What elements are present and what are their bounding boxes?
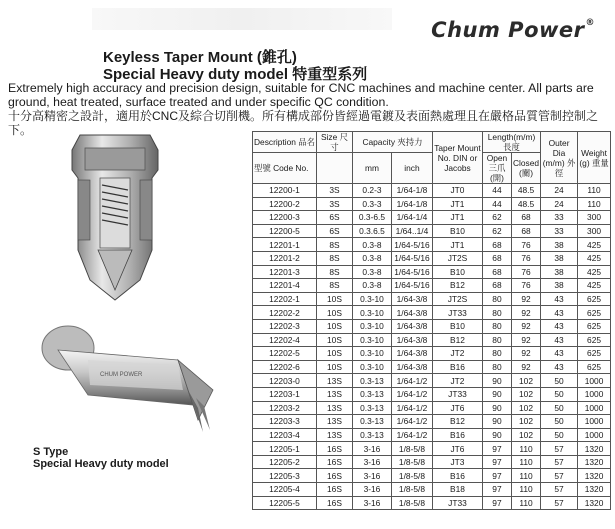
table-row <box>253 333 611 347</box>
cell-length-open: 90 <box>482 428 511 442</box>
cell-length-open: 97 <box>482 469 511 483</box>
cell-weight: 1000 <box>578 374 611 388</box>
cell-capacity-inch: 1/64-3/8 <box>391 319 432 333</box>
cell-code-no: 12202-2 <box>253 306 317 320</box>
cell-weight: 625 <box>578 292 611 306</box>
cell-length-open: 62 <box>482 224 511 238</box>
cell-capacity-mm: 3-16 <box>352 442 391 456</box>
cell-size: 10S <box>316 292 352 306</box>
table-row <box>253 211 611 225</box>
cell-length-closed: 92 <box>511 347 540 361</box>
cell-outer-dia: 50 <box>541 387 578 401</box>
cell-weight: 625 <box>578 333 611 347</box>
header-code-no: 型號 Code No. <box>253 153 317 184</box>
cell-taper-mount: B10 <box>432 319 482 333</box>
cell-taper-mount: JT33 <box>432 496 482 510</box>
table-row <box>253 415 611 429</box>
cell-capacity-inch: 1/8-5/8 <box>391 469 432 483</box>
cell-length-open: 80 <box>482 333 511 347</box>
table-row <box>253 455 611 469</box>
cell-size: 16S <box>316 469 352 483</box>
cell-capacity-inch: 1/64-5/16 <box>391 279 432 293</box>
cell-taper-mount: JT1 <box>432 197 482 211</box>
cell-capacity-mm: 0.3-8 <box>352 265 391 279</box>
cell-capacity-inch: 1/64-3/8 <box>391 292 432 306</box>
cell-code-no: 12202-5 <box>253 347 317 361</box>
header-description: Description 品名 <box>253 132 317 153</box>
cell-outer-dia: 57 <box>541 496 578 510</box>
cell-capacity-mm: 0.3-6.5 <box>352 211 391 225</box>
cell-capacity-inch: 1/64..1/4 <box>391 224 432 238</box>
cell-capacity-inch: 1/64-1/2 <box>391 415 432 429</box>
cell-length-open: 90 <box>482 401 511 415</box>
cell-weight: 425 <box>578 251 611 265</box>
cell-length-open: 80 <box>482 347 511 361</box>
cell-capacity-mm: 0.3-8 <box>352 238 391 252</box>
cell-outer-dia: 50 <box>541 374 578 388</box>
cell-capacity-inch: 1/8-5/8 <box>391 455 432 469</box>
cell-taper-mount: B12 <box>432 333 482 347</box>
cell-taper-mount: JT1 <box>432 238 482 252</box>
cell-length-closed: 92 <box>511 292 540 306</box>
cell-outer-dia: 50 <box>541 401 578 415</box>
svg-text:CHUM POWER: CHUM POWER <box>100 372 143 378</box>
cell-size: 3S <box>316 184 352 198</box>
cell-length-closed: 102 <box>511 374 540 388</box>
cell-length-closed: 92 <box>511 306 540 320</box>
cell-weight: 625 <box>578 347 611 361</box>
cell-outer-dia: 57 <box>541 442 578 456</box>
cell-length-open: 97 <box>482 483 511 497</box>
cell-taper-mount: B18 <box>432 483 482 497</box>
cell-weight: 300 <box>578 211 611 225</box>
cell-capacity-mm: 0.3-13 <box>352 428 391 442</box>
cell-size: 10S <box>316 360 352 374</box>
cell-length-closed: 92 <box>511 360 540 374</box>
cell-outer-dia: 50 <box>541 415 578 429</box>
brand-logo: Chum Power® <box>431 18 595 42</box>
header-size-spacer <box>316 153 352 184</box>
cell-code-no: 12202-1 <box>253 292 317 306</box>
description-chinese: 十分高精密之設計，適用於CNC及綜合切削機。所有構成部份皆經過電鍍及表面熱處理且在嚴格品質管制控制之下。 <box>8 109 599 137</box>
cell-capacity-inch: 1/64-1/8 <box>391 184 432 198</box>
cell-outer-dia: 43 <box>541 333 578 347</box>
cell-size: 16S <box>316 483 352 497</box>
cell-taper-mount: B10 <box>432 265 482 279</box>
cell-code-no: 12202-3 <box>253 319 317 333</box>
chuck-photo-image <box>28 320 228 445</box>
table-row <box>253 360 611 374</box>
cell-length-open: 68 <box>482 279 511 293</box>
cell-length-open: 97 <box>482 455 511 469</box>
cell-length-open: 90 <box>482 415 511 429</box>
cell-taper-mount: JT2 <box>432 374 482 388</box>
cell-outer-dia: 43 <box>541 360 578 374</box>
table-row <box>253 184 611 198</box>
table-row <box>253 483 611 497</box>
cell-code-no: 12203-1 <box>253 387 317 401</box>
header-taper-mount: Taper Mount No. DIN or Jacobs <box>432 132 482 184</box>
cell-taper-mount: JT6 <box>432 401 482 415</box>
cell-code-no: 12202-4 <box>253 333 317 347</box>
cell-length-closed: 110 <box>511 455 540 469</box>
cell-length-open: 44 <box>482 184 511 198</box>
cell-code-no: 12201-2 <box>253 251 317 265</box>
cell-code-no: 12202-6 <box>253 360 317 374</box>
product-subtitle: Special Heavy duty model 特重型系列 <box>103 66 368 83</box>
table-row <box>253 224 611 238</box>
cell-size: 10S <box>316 333 352 347</box>
table-row <box>253 428 611 442</box>
cell-capacity-mm: 0.3-13 <box>352 387 391 401</box>
cell-taper-mount: JT2S <box>432 251 482 265</box>
cell-weight: 425 <box>578 279 611 293</box>
cell-size: 13S <box>316 415 352 429</box>
cell-length-closed: 76 <box>511 279 540 293</box>
cell-taper-mount: B10 <box>432 224 482 238</box>
cell-taper-mount: B16 <box>432 469 482 483</box>
cell-capacity-inch: 1/64-1/2 <box>391 401 432 415</box>
cell-code-no: 12205-5 <box>253 496 317 510</box>
cell-capacity-inch: 1/64-1/2 <box>391 387 432 401</box>
table-row <box>253 238 611 252</box>
cell-size: 6S <box>316 211 352 225</box>
cell-capacity-mm: 0.3-10 <box>352 306 391 320</box>
table-row <box>253 374 611 388</box>
cell-size: 13S <box>316 374 352 388</box>
cell-size: 8S <box>316 238 352 252</box>
cell-capacity-inch: 1/64-5/16 <box>391 238 432 252</box>
cell-weight: 625 <box>578 360 611 374</box>
cell-length-closed: 110 <box>511 442 540 456</box>
header-closed: Closed (關) <box>511 153 540 184</box>
cell-length-open: 97 <box>482 442 511 456</box>
cell-capacity-inch: 1/64-3/8 <box>391 306 432 320</box>
header-outer-dia: Outer Dia (m/m) 外徑 <box>541 132 578 184</box>
cell-length-open: 68 <box>482 265 511 279</box>
cell-outer-dia: 24 <box>541 184 578 198</box>
cell-code-no: 12201-1 <box>253 238 317 252</box>
cell-capacity-inch: 1/64-1/4 <box>391 211 432 225</box>
cell-size: 6S <box>316 224 352 238</box>
table-row <box>253 292 611 306</box>
cell-taper-mount: JT33 <box>432 306 482 320</box>
cell-outer-dia: 38 <box>541 238 578 252</box>
cell-length-closed: 102 <box>511 415 540 429</box>
cell-capacity-mm: 0.3-10 <box>352 319 391 333</box>
cell-length-open: 80 <box>482 306 511 320</box>
cell-outer-dia: 38 <box>541 279 578 293</box>
cell-weight: 110 <box>578 184 611 198</box>
cell-size: 10S <box>316 319 352 333</box>
cell-length-open: 68 <box>482 238 511 252</box>
cell-length-open: 80 <box>482 360 511 374</box>
cell-length-open: 90 <box>482 387 511 401</box>
cell-code-no: 12201-4 <box>253 279 317 293</box>
cell-capacity-inch: 1/64-5/16 <box>391 251 432 265</box>
cell-capacity-inch: 1/64-1/2 <box>391 374 432 388</box>
cell-length-closed: 92 <box>511 319 540 333</box>
header-inch: inch <box>391 153 432 184</box>
cell-code-no: 12200-1 <box>253 184 317 198</box>
cell-capacity-mm: 0.3-10 <box>352 347 391 361</box>
cell-capacity-mm: 3-16 <box>352 455 391 469</box>
cell-capacity-mm: 0.2-3 <box>352 184 391 198</box>
cell-code-no: 12203-0 <box>253 374 317 388</box>
cell-length-closed: 92 <box>511 333 540 347</box>
image-caption-model: Special Heavy duty model <box>33 458 169 470</box>
cell-length-open: 97 <box>482 496 511 510</box>
cell-capacity-inch: 1/8-5/8 <box>391 442 432 456</box>
cell-length-closed: 102 <box>511 387 540 401</box>
specification-table <box>252 131 611 510</box>
header-mm: mm <box>352 153 391 184</box>
cell-length-open: 62 <box>482 211 511 225</box>
cell-taper-mount: B16 <box>432 428 482 442</box>
cell-weight: 1320 <box>578 455 611 469</box>
cell-size: 10S <box>316 306 352 320</box>
cell-capacity-inch: 1/64-5/16 <box>391 265 432 279</box>
cell-outer-dia: 43 <box>541 306 578 320</box>
cell-size: 16S <box>316 442 352 456</box>
cell-capacity-mm: 3-16 <box>352 483 391 497</box>
cell-capacity-inch: 1/64-3/8 <box>391 347 432 361</box>
table-row <box>253 469 611 483</box>
cell-capacity-inch: 1/64-3/8 <box>391 360 432 374</box>
cell-code-no: 12203-2 <box>253 401 317 415</box>
cell-size: 16S <box>316 496 352 510</box>
cell-length-closed: 48.5 <box>511 197 540 211</box>
cell-weight: 625 <box>578 306 611 320</box>
cell-size: 16S <box>316 455 352 469</box>
product-title: Keyless Taper Mount (錐孔) <box>103 49 297 66</box>
cell-capacity-mm: 0.3-10 <box>352 333 391 347</box>
cell-capacity-inch: 1/8-5/8 <box>391 483 432 497</box>
image-caption-type: S Type <box>33 446 69 458</box>
cell-capacity-mm: 3-16 <box>352 469 391 483</box>
cell-capacity-mm: 0.3.6.5 <box>352 224 391 238</box>
cell-outer-dia: 43 <box>541 292 578 306</box>
cell-taper-mount: B16 <box>432 360 482 374</box>
cell-length-closed: 48.5 <box>511 184 540 198</box>
header-open: Open 三爪(開) <box>482 153 511 184</box>
cell-length-open: 68 <box>482 251 511 265</box>
cell-capacity-mm: 0.3-10 <box>352 292 391 306</box>
cell-length-open: 80 <box>482 292 511 306</box>
table-row <box>253 319 611 333</box>
cell-capacity-mm: 0.3-3 <box>352 197 391 211</box>
cell-length-open: 90 <box>482 374 511 388</box>
cell-capacity-mm: 0.3-13 <box>352 374 391 388</box>
header-weight: Weight (g) 重量 <box>578 132 611 184</box>
cell-capacity-mm: 0.3-10 <box>352 360 391 374</box>
table-row <box>253 306 611 320</box>
cell-size: 13S <box>316 401 352 415</box>
cell-weight: 1320 <box>578 496 611 510</box>
cell-length-closed: 110 <box>511 483 540 497</box>
cell-length-closed: 110 <box>511 469 540 483</box>
cell-weight: 1320 <box>578 469 611 483</box>
cell-code-no: 12203-3 <box>253 415 317 429</box>
cell-length-closed: 68 <box>511 211 540 225</box>
cell-weight: 110 <box>578 197 611 211</box>
cell-length-closed: 68 <box>511 224 540 238</box>
cell-taper-mount: JT1 <box>432 211 482 225</box>
cell-taper-mount: JT3 <box>432 455 482 469</box>
table-row <box>253 265 611 279</box>
cell-length-open: 80 <box>482 319 511 333</box>
cell-taper-mount: JT33 <box>432 387 482 401</box>
cell-outer-dia: 33 <box>541 224 578 238</box>
cell-length-closed: 110 <box>511 496 540 510</box>
cell-outer-dia: 24 <box>541 197 578 211</box>
cell-length-open: 44 <box>482 197 511 211</box>
table-row <box>253 347 611 361</box>
description-english: Extremely high accuracy and precision design, suitable for CNC machines and machine center. All parts are ground, heat treated, surface treated and under specific QC condition. <box>8 81 594 109</box>
cell-weight: 1320 <box>578 442 611 456</box>
table-row <box>253 442 611 456</box>
cell-code-no: 12200-2 <box>253 197 317 211</box>
cell-length-closed: 102 <box>511 401 540 415</box>
cell-size: 10S <box>316 347 352 361</box>
table-row <box>253 401 611 415</box>
header-capacity: Capacity 夾持力 <box>352 132 432 153</box>
table-row <box>253 279 611 293</box>
table-row <box>253 496 611 510</box>
cell-taper-mount: B12 <box>432 279 482 293</box>
chuck-cutaway-image <box>40 130 190 305</box>
cell-size: 8S <box>316 251 352 265</box>
cell-outer-dia: 57 <box>541 483 578 497</box>
cell-code-no: 12205-3 <box>253 469 317 483</box>
cell-capacity-mm: 0.3-13 <box>352 401 391 415</box>
cell-length-closed: 76 <box>511 265 540 279</box>
cell-code-no: 12205-2 <box>253 455 317 469</box>
cell-weight: 625 <box>578 319 611 333</box>
cell-outer-dia: 33 <box>541 211 578 225</box>
header-size: Size 尺寸 <box>316 132 352 153</box>
cell-weight: 1000 <box>578 428 611 442</box>
cell-code-no: 12200-3 <box>253 211 317 225</box>
cell-code-no: 12200-5 <box>253 224 317 238</box>
cell-outer-dia: 38 <box>541 251 578 265</box>
cell-weight: 1000 <box>578 387 611 401</box>
cell-size: 13S <box>316 387 352 401</box>
cell-taper-mount: JT6 <box>432 442 482 456</box>
cell-taper-mount: B12 <box>432 415 482 429</box>
cell-outer-dia: 38 <box>541 265 578 279</box>
cell-code-no: 12205-4 <box>253 483 317 497</box>
cell-weight: 1320 <box>578 483 611 497</box>
cell-capacity-inch: 1/8-5/8 <box>391 496 432 510</box>
cell-weight: 1000 <box>578 415 611 429</box>
cell-outer-dia: 43 <box>541 347 578 361</box>
cell-capacity-mm: 0.3-8 <box>352 251 391 265</box>
header-decor-bar <box>92 8 392 30</box>
table-row <box>253 387 611 401</box>
cell-capacity-inch: 1/64-1/2 <box>391 428 432 442</box>
cell-size: 8S <box>316 279 352 293</box>
cell-length-closed: 102 <box>511 428 540 442</box>
cell-capacity-inch: 1/64-1/8 <box>391 197 432 211</box>
cell-taper-mount: JT2 <box>432 347 482 361</box>
cell-size: 13S <box>316 428 352 442</box>
cell-capacity-mm: 0.3-13 <box>352 415 391 429</box>
cell-length-closed: 76 <box>511 238 540 252</box>
cell-taper-mount: JT2S <box>432 292 482 306</box>
header-length: Length(m/m) 長度 <box>482 132 540 153</box>
table-row <box>253 197 611 211</box>
table-row <box>253 251 611 265</box>
cell-taper-mount: JT0 <box>432 184 482 198</box>
cell-size: 8S <box>316 265 352 279</box>
cell-length-closed: 76 <box>511 251 540 265</box>
cell-code-no: 12201-3 <box>253 265 317 279</box>
cell-capacity-mm: 3-16 <box>352 496 391 510</box>
cell-code-no: 12203-4 <box>253 428 317 442</box>
cell-capacity-mm: 0.3-8 <box>352 279 391 293</box>
cell-weight: 425 <box>578 265 611 279</box>
cell-capacity-inch: 1/64-3/8 <box>391 333 432 347</box>
cell-outer-dia: 57 <box>541 469 578 483</box>
cell-weight: 425 <box>578 238 611 252</box>
cell-outer-dia: 50 <box>541 428 578 442</box>
cell-size: 3S <box>316 197 352 211</box>
cell-weight: 300 <box>578 224 611 238</box>
cell-outer-dia: 43 <box>541 319 578 333</box>
cell-code-no: 12205-1 <box>253 442 317 456</box>
cell-weight: 1000 <box>578 401 611 415</box>
cell-outer-dia: 57 <box>541 455 578 469</box>
